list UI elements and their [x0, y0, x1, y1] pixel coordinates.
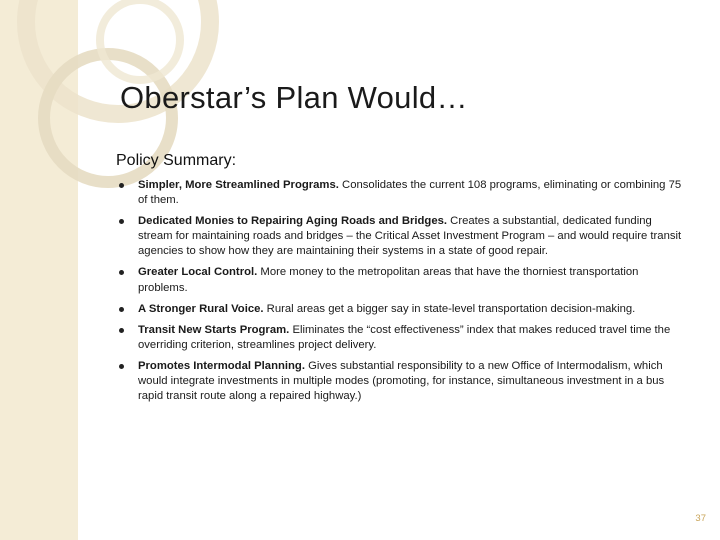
slide-title: Oberstar’s Plan Would…	[120, 80, 468, 115]
bullet-item	[116, 214, 686, 259]
bullet-dot-icon	[119, 183, 124, 188]
bullet-heading: Transit New Starts Program.	[138, 323, 290, 336]
bullet-text: Rural areas get a bigger say in state-level transportation decision-making.	[263, 302, 636, 315]
policy-bullet-list	[116, 178, 686, 410]
bullet-dot-icon	[119, 219, 124, 224]
bullet-text: Gives substantial responsibility to a new Office of Intermodalism, which would integrate investments in multiple modes (promoting, for instance, simultaneous investment in a bus rapid transit route along a repaired highway.)	[138, 359, 665, 403]
bullet-dot-icon	[119, 364, 124, 369]
bullet-heading: Greater Local Control.	[138, 266, 258, 279]
bullet-text: Creates a substantial, dedicated funding stream for maintaining roads and bridges – the Critical Asset Investment Program – and would require transit agencies to show how they are maintaining their systems in a state of good repair.	[138, 215, 682, 258]
bullet-heading: Dedicated Monies to Repairing Aging Roads and Bridges.	[138, 215, 448, 228]
bullet-text: More money to the metropolitan areas that have the thorniest transportation problems.	[138, 266, 639, 294]
policy-summary-heading: Policy Summary:	[116, 152, 237, 169]
bullet-item	[116, 302, 686, 317]
bullet-heading: Simpler, More Streamlined Programs.	[138, 179, 339, 191]
bullet-item	[116, 265, 686, 295]
bullet-item	[116, 323, 686, 353]
page-number: 37	[695, 513, 706, 524]
bullet-item	[116, 359, 686, 404]
bullet-heading: A Stronger Rural Voice.	[138, 302, 264, 315]
bullet-text: Eliminates the “cost effectiveness” index that makes reduced travel time the overriding criterion, streamlines project delivery.	[138, 323, 671, 351]
bullet-dot-icon	[119, 307, 124, 312]
bullet-item	[116, 178, 686, 208]
bullet-heading: Promotes Intermodal Planning.	[138, 359, 305, 372]
bullet-dot-icon	[119, 270, 124, 275]
bullet-dot-icon	[119, 328, 124, 333]
bullet-text: Consolidates the current 108 programs, eliminating or combining 75 of them.	[138, 179, 682, 207]
